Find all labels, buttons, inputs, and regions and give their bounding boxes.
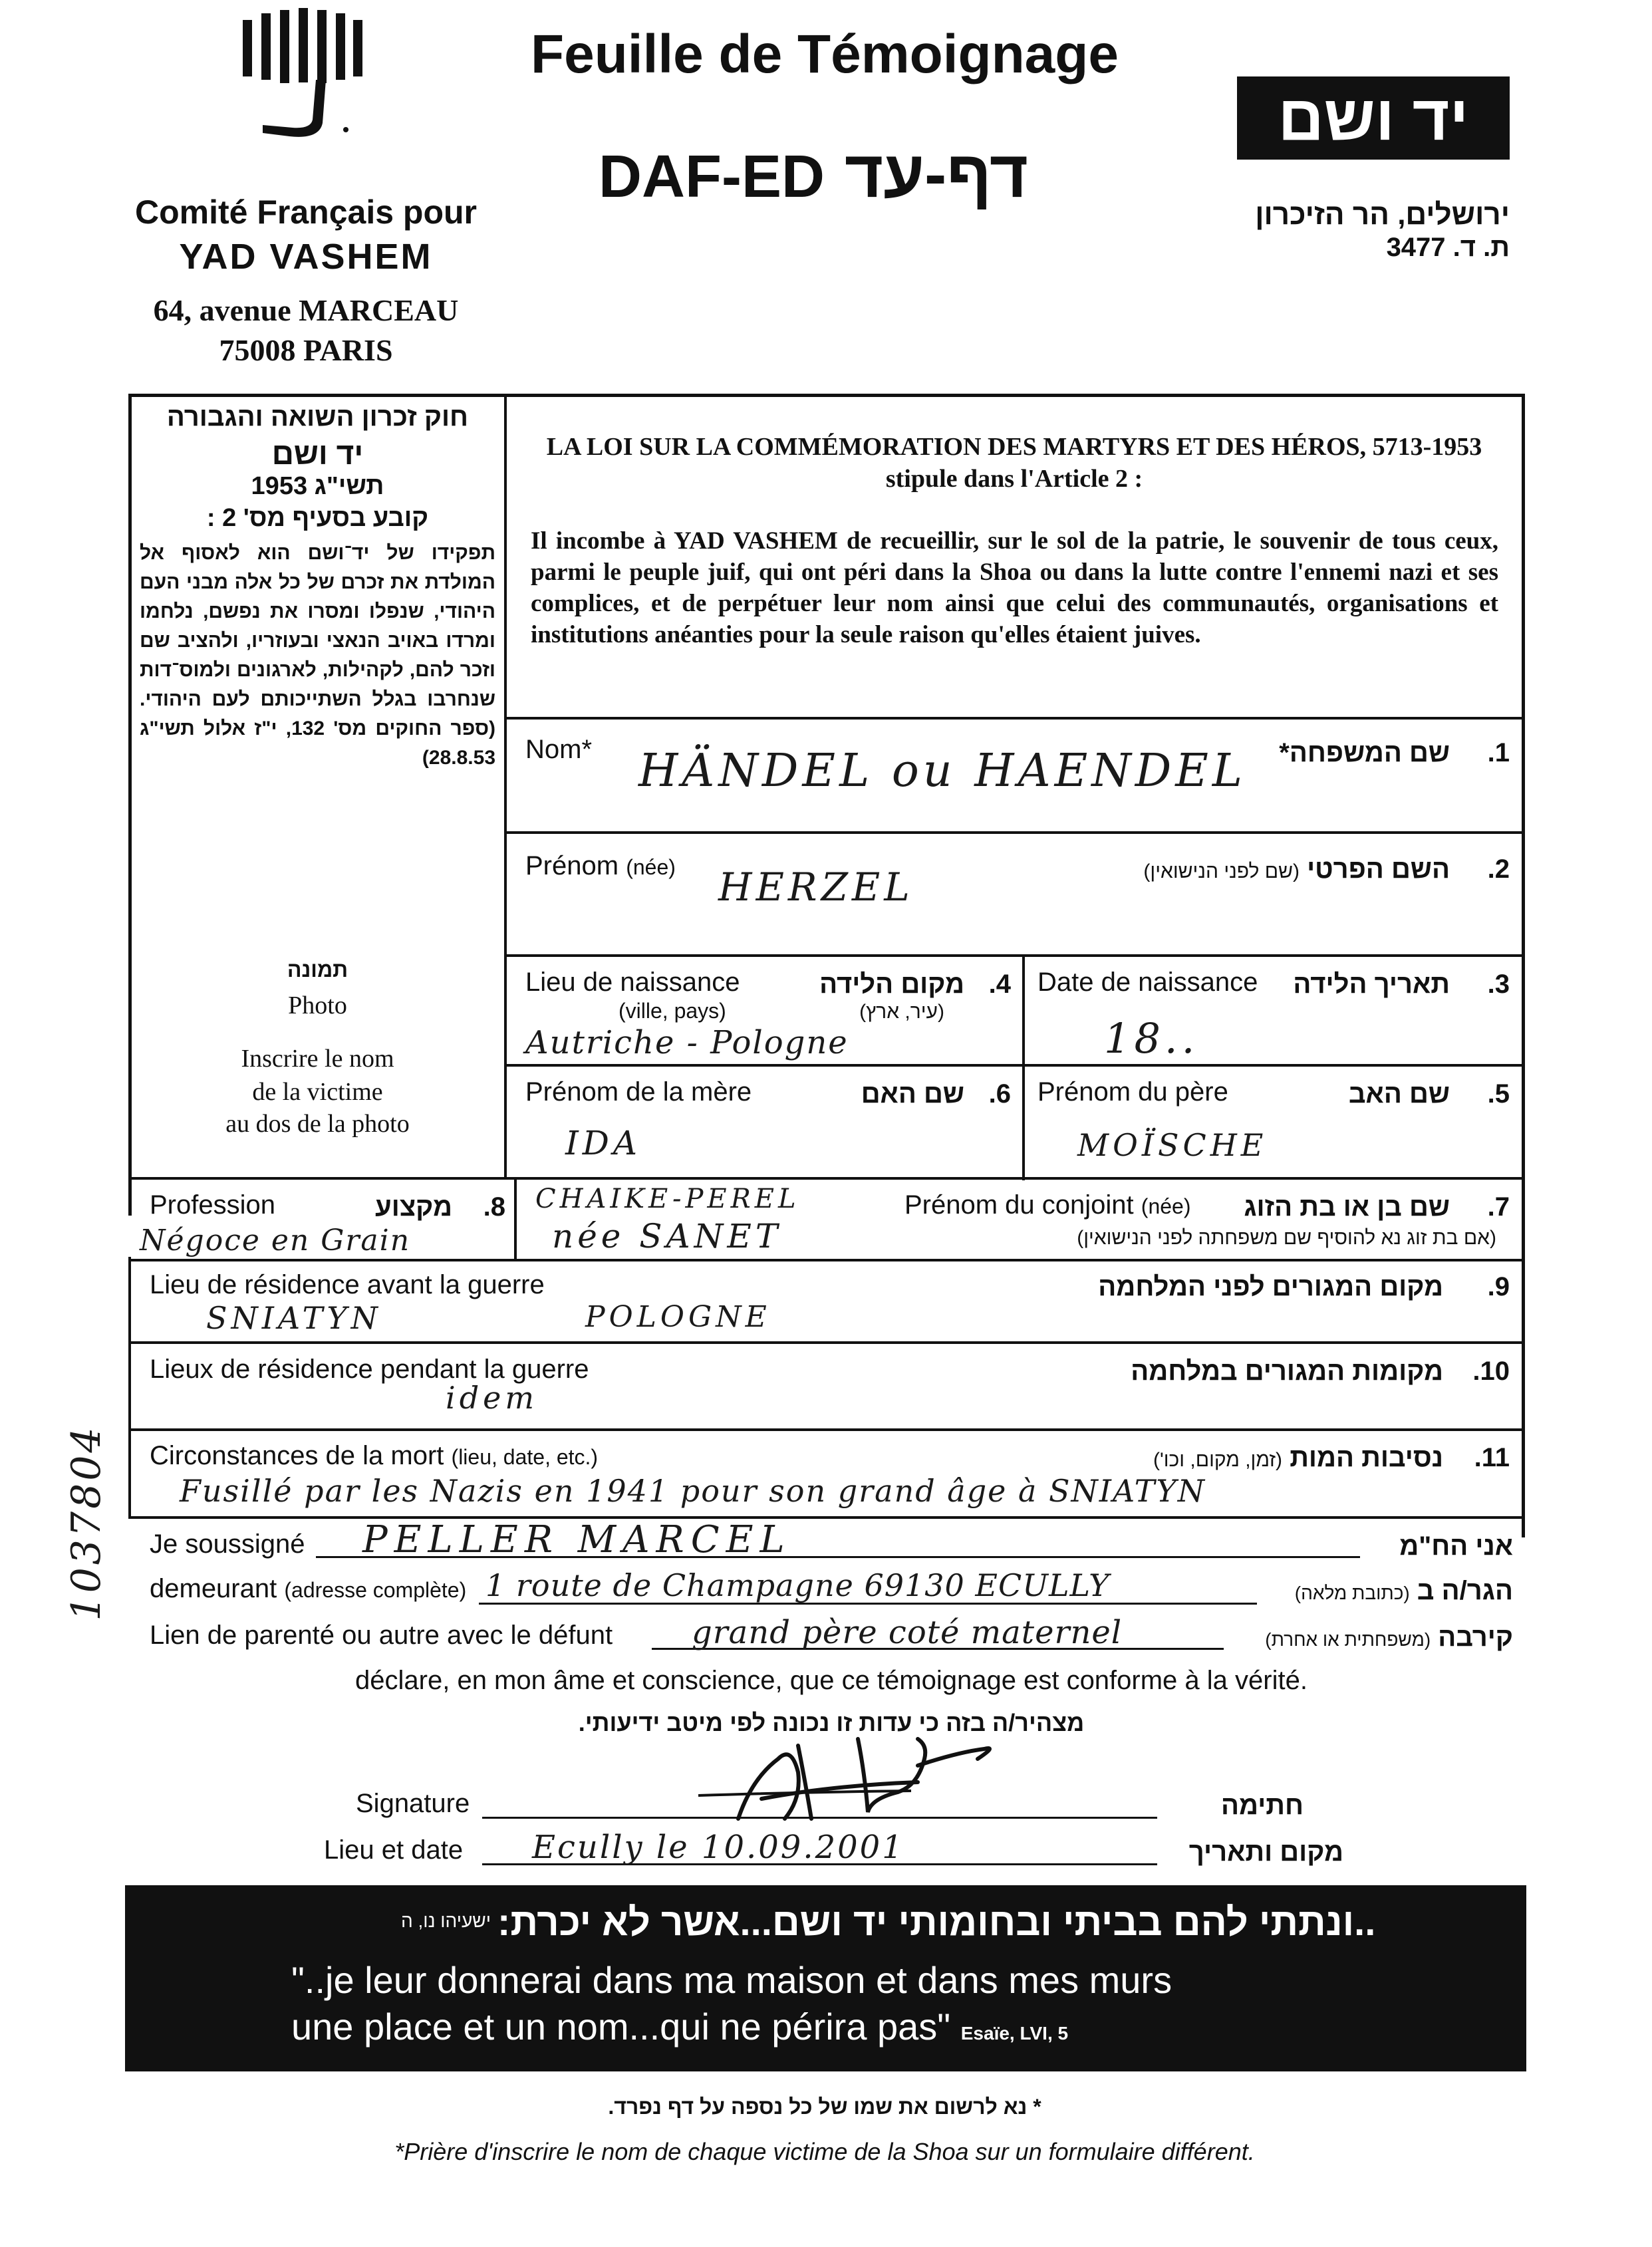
lieu-date-value[interactable]: Ecully le 10.09.2001: [532, 1829, 904, 1866]
law-french-subtitle: stipule dans l'Article 2 :: [885, 465, 1143, 493]
field-lieu-naissance-note-hebrew: (עיר, ארץ): [859, 1001, 944, 1023]
photo-label-french: Photo: [288, 991, 347, 1019]
law-hebrew-body: תפקידו של יד־ושם הוא לאסוף אל המולדת את זכרם של כל אלה מבני העם היהודי, שנפלו ומסרו את נפשם, נלחמו ומרדו באויב הנאצי ובעוזריו, ולהציב שם וזכר להם, לקהילות, לארגונים ולמוס־דות שנחרבו בגלל השתייכותם לעם היהודי. (ספר החוקים מס' 132, י"ז אלול תשי"ג 28.8.53): [140, 542, 496, 769]
field-circonstances-label-he-note: (זמן, מקום, וכו'): [1153, 1449, 1283, 1471]
field-prenom-number: .2: [1487, 855, 1510, 884]
field-nom-value[interactable]: HÄNDEL ou HAENDEL: [638, 745, 1247, 797]
field-prenom-value[interactable]: HERZEL: [718, 864, 914, 910]
law-hebrew-line1: חוק זכרון השואה והגבורה: [166, 402, 469, 432]
field-conjoint-label-hebrew: שם בן או בת הזוג: [1244, 1192, 1450, 1222]
field-circonstances-number: .11: [1474, 1443, 1510, 1472]
field-prenom-pere-value[interactable]: MOÏSCHE: [1077, 1127, 1268, 1163]
field-residence-avant-label: Lieu de résidence avant la guerre: [150, 1270, 545, 1299]
field-residence-avant-number: .9: [1487, 1272, 1510, 1301]
declaration-demeurant-he-text: הגר/ה ב: [1417, 1576, 1513, 1605]
declaration-lien-he-note: (משפחתית או אחרת): [1265, 1629, 1431, 1650]
field-prenom-label-note: (née): [626, 855, 676, 879]
field-circonstances-value[interactable]: Fusillé par les Nazis en 1941 pour son grand âge à SNIATYN: [180, 1473, 1206, 1509]
declaration-soussigne-label: Je soussigné: [150, 1529, 305, 1559]
field-date-naissance-number: .3: [1487, 970, 1510, 999]
field-circonstances-label: [150, 1441, 598, 1471]
field-date-naissance-label: Date de naissance: [1037, 968, 1258, 997]
signature-label: Signature: [356, 1789, 470, 1818]
field-prenom-mere-value[interactable]: IDA: [565, 1124, 641, 1162]
field-prenom-label-he-text: השם הפרטי: [1307, 855, 1450, 884]
photo-label-hebrew: תמונה: [287, 958, 348, 982]
law-french-title: LA LOI SUR LA COMMÉMORATION DES MARTYRS ET DES HÉROS, 5713-1953: [546, 433, 1482, 461]
field-conjoint-label-text: Prénom du conjoint: [904, 1190, 1134, 1220]
field-lieu-naissance-note: (ville, pays): [619, 999, 726, 1023]
yad-vashem-menorah-logo: [236, 7, 369, 146]
banner-french-line2: [291, 2005, 1488, 2048]
declaration-soussigne-value[interactable]: PELLER MARCEL: [362, 1518, 791, 1561]
footer-hebrew-note: * נא לרשום את שמו של כל נספה על דף נפרד.: [608, 2095, 1041, 2119]
field-profession-value[interactable]: Négoce en Grain: [140, 1224, 411, 1257]
field-lieu-naissance-label: Lieu de naissance: [525, 968, 740, 997]
field-residence-avant-country[interactable]: POLOGNE: [585, 1300, 771, 1334]
field-profession-label-hebrew: מקצוע: [375, 1192, 452, 1222]
field-prenom-label-text: Prénom: [525, 851, 619, 880]
field-profession-label: Profession: [150, 1190, 275, 1220]
photo-instruction-2: de la victime: [252, 1078, 383, 1106]
field-prenom-pere-label-hebrew: שם האב: [1348, 1079, 1450, 1109]
field-prenom-label: [525, 851, 676, 881]
field-prenom-pere-number: .5: [1487, 1079, 1510, 1109]
declaration-demeurant-label-text: demeurant: [150, 1574, 277, 1603]
photo-instruction-1: Inscrire le nom: [241, 1045, 394, 1073]
logo-text: יד ושם: [1278, 82, 1469, 154]
field-prenom-mere-label-hebrew: שם האם: [861, 1079, 964, 1109]
field-residence-pendant-label-hebrew: מקומות המגורים במלחמה: [1131, 1357, 1443, 1386]
declaration-lien-value[interactable]: grand père coté maternel: [692, 1614, 1123, 1651]
signature-hebrew: חתימה: [1220, 1791, 1304, 1820]
declaration-demeurant-value[interactable]: 1 route de Champagne 69130 ECULLY: [485, 1567, 1110, 1603]
declaration-statement-french: déclare, en mon âme et conscience, que ce témoignage est conforme à la vérité.: [355, 1666, 1308, 1695]
address-line1: 64, avenue MARCEAU: [153, 293, 459, 327]
field-conjoint-value-line1[interactable]: CHAIKE-PEREL: [535, 1184, 800, 1214]
law-french-body: Il incombe à YAD VASHEM de recueillir, sur le sol de la patrie, le souvenir de tous ceux, parmi le peuple juif, qui ont péri dans la Shoa ou dans la lutte contre l'ennemi nazi et ses complices, et de perpétuer leur nom ainsi que celui des communautés, organisations et institutions anéanties pour la seule raison qu'elles étaient juives.: [531, 527, 1498, 648]
field-profession-number: .8: [483, 1192, 505, 1222]
declaration-lien-hebrew: [1224, 1623, 1513, 1652]
field-nom-label-hebrew: שם המשפחה*: [1279, 738, 1450, 767]
field-circonstances-label-text: Circonstances de la mort: [150, 1441, 444, 1470]
field-residence-avant-label-hebrew: מקום המגורים לפני המלחמה: [1098, 1272, 1443, 1301]
lieu-date-hebrew: מקום ותאריך: [1188, 1837, 1343, 1867]
hebrew-address: ירושלים, הר הזיכרון: [1255, 198, 1510, 231]
committee-line2: YAD VASHEM: [179, 237, 433, 277]
field-residence-pendant-value[interactable]: idem: [446, 1380, 538, 1416]
field-lieu-naissance-value[interactable]: Autriche - Pologne: [525, 1024, 849, 1061]
form-title: Feuille de Témoignage: [531, 24, 1119, 84]
declaration-statement-hebrew: מצהיר/ה בזה כי עדות זו נכונה לפי מיטב ידיעותי.: [578, 1709, 1085, 1736]
yad-vashem-logo-box: [1237, 76, 1510, 160]
field-residence-pendant-number: .10: [1472, 1357, 1510, 1386]
field-circonstances-label-note: (lieu, date, etc.): [451, 1445, 599, 1469]
declaration-lien-label: Lien de parenté ou autre avec le défunt: [150, 1621, 613, 1650]
field-conjoint-label-note: (née): [1141, 1194, 1191, 1218]
field-residence-avant-city[interactable]: SNIATYN: [206, 1300, 382, 1336]
field-lieu-naissance-number: .4: [988, 970, 1011, 999]
form-subtitle-hebrew: דף-עד: [845, 137, 1029, 211]
committee-line1: Comité Français pour: [135, 194, 477, 231]
footer-french-note: *Prière d'inscrire le nom de chaque victime de la Shoa sur un formulaire différent.: [394, 2138, 1255, 2165]
photo-instruction-3: au dos de la photo: [225, 1110, 410, 1138]
address-line2: 75008 PARIS: [219, 333, 393, 367]
field-conjoint-label: [904, 1190, 1190, 1220]
banner-hebrew-reference: ישעיהו נו, ה: [401, 1911, 491, 1931]
form-subtitle-latin: DAF-ED: [599, 144, 825, 210]
field-conjoint-note-hebrew: (אם בת זוג נא להוסיף שם משפחתה לפני הנישואין): [1077, 1227, 1496, 1249]
declaration-soussigne-hebrew: אני הח"מ: [1399, 1531, 1513, 1561]
declaration-demeurant-hebrew: [1257, 1576, 1513, 1606]
field-prenom-label-he-note: (שם לפני הנישואין): [1143, 860, 1300, 882]
law-hebrew-line4: קובע בסעיף מס' 2 :: [206, 504, 429, 532]
margin-archive-number: 1037804: [63, 1424, 110, 1621]
field-date-naissance-value[interactable]: 18..: [1104, 1014, 1199, 1063]
banner-french-reference: Esaïe, LVI, 5: [960, 2023, 1069, 2044]
declaration-demeurant-he-note: (כתובת מלאה): [1294, 1583, 1410, 1603]
field-nom-label: Nom*: [525, 735, 593, 764]
hebrew-po-box: ת. ד. 3477: [1386, 233, 1510, 262]
declaration-lien-he-text: קירבה: [1438, 1623, 1513, 1652]
field-prenom-mere-label: Prénom de la mère: [525, 1077, 752, 1107]
field-date-naissance-label-hebrew: תאריך הלידה: [1293, 970, 1450, 999]
field-lieu-naissance-label-hebrew: מקום הלידה: [819, 970, 964, 999]
law-hebrew-line2: יד ושם: [271, 436, 364, 471]
field-circonstances-label-hebrew: [1051, 1443, 1443, 1473]
field-prenom-pere-label: Prénom du père: [1037, 1077, 1228, 1107]
banner-hebrew-quote: ..ונתתי להם בביתי ובחומותי יד ושם...אשר לא יכרת:: [497, 1901, 1376, 1944]
field-conjoint-number: .7: [1487, 1192, 1510, 1222]
field-conjoint-value-line2[interactable]: née SANET: [552, 1217, 782, 1256]
field-circonstances-label-he-text: נסיבות המות: [1290, 1443, 1443, 1472]
quote-banner: [125, 1885, 1526, 2071]
field-prenom-mere-number: .6: [988, 1079, 1011, 1109]
banner-french-line1: "..je leur donnerai dans ma maison et dans mes murs: [291, 1959, 1172, 2001]
banner-french-line2-text: une place et un nom...qui ne périra pas": [291, 2006, 951, 2048]
signature-scribble: [698, 1719, 1071, 1839]
law-hebrew-line3: תשי"ג 1953: [251, 472, 384, 500]
field-prenom-label-hebrew: [1084, 855, 1450, 884]
field-residence-pendant-label: Lieux de résidence pendant la guerre: [150, 1355, 589, 1384]
declaration-demeurant-note: (adresse complète): [284, 1578, 467, 1602]
lieu-date-label: Lieu et date: [324, 1835, 464, 1865]
field-nom-number: .1: [1487, 738, 1510, 767]
declaration-demeurant-label: [150, 1574, 466, 1604]
